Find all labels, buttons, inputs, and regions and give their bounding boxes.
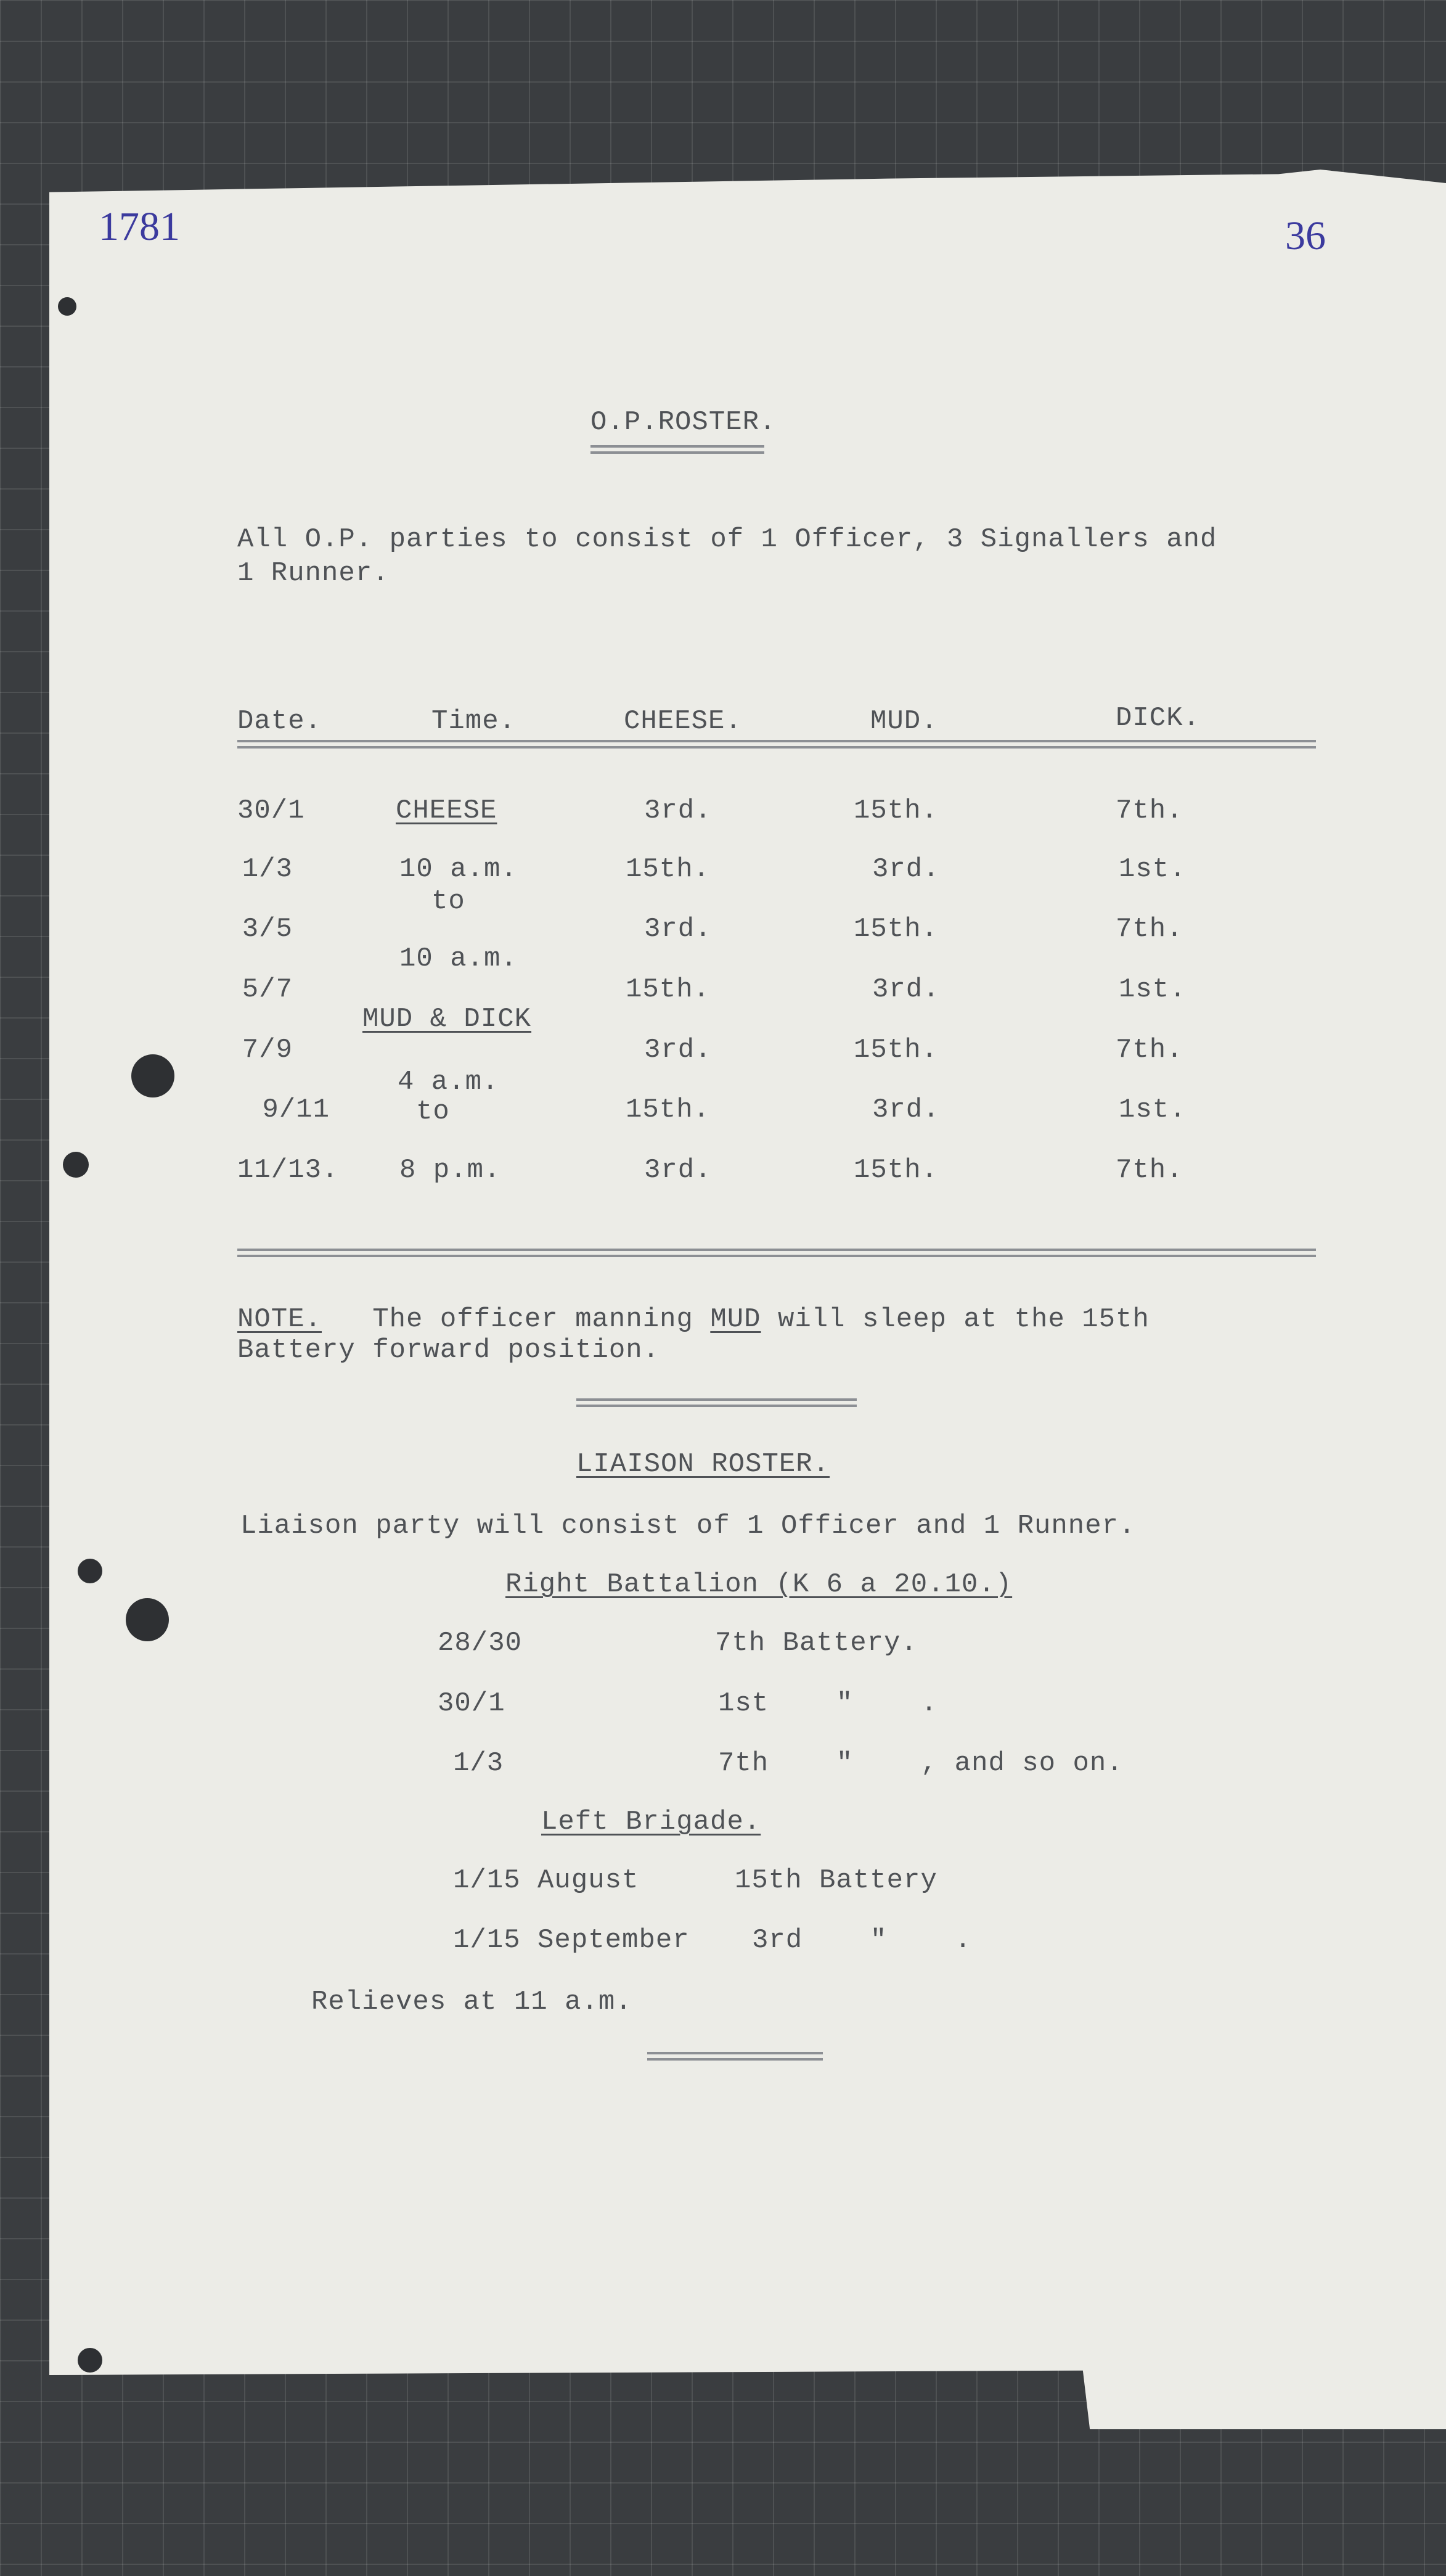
header-double-rule [237,740,1316,749]
header-dick: DICK. [1116,703,1201,734]
lb-date: 1/15 September [453,1925,690,1956]
cell-mud: 3rd. [872,974,940,1005]
note-text-a: The officer manning [372,1304,693,1335]
row-date: 30/1 [237,795,305,826]
lb-unit: 3rd " . [752,1925,972,1956]
time-cheese-until: 10 a.m. [399,943,518,974]
cell-dick: 7th. [1116,795,1183,826]
cell-cheese: 3rd. [644,914,712,945]
closing-divider [647,2052,823,2061]
liaison-title: LIAISON ROSTER. [576,1449,830,1480]
punch-hole [131,1054,174,1097]
lb-unit: 15th Battery [735,1865,937,1896]
cell-dick: 7th. [1116,1035,1183,1065]
section-divider [576,1398,857,1407]
left-brigade-heading: Left Brigade. [541,1807,761,1837]
time-cheese-label: CHEESE [396,795,497,826]
folio-number-right: 36 [1285,213,1326,258]
cell-dick: 1st. [1119,1094,1187,1125]
row-date: 9/11 [262,1094,330,1125]
rb-unit: 1st " . [718,1688,938,1719]
row-date: 5/7 [242,974,293,1005]
cell-mud: 15th. [854,1035,939,1065]
rb-unit: 7th " , and so on. [718,1748,1124,1779]
row-date: 1/3 [242,854,293,885]
cell-cheese: 15th. [626,974,711,1005]
op-intro-line-2: 1 Runner. [237,558,390,589]
header-mud: MUD. [870,706,938,737]
note-mud: MUD [710,1304,761,1335]
cell-dick: 1st. [1119,854,1187,885]
time-md-to: to [416,1096,450,1127]
note-line-2: Battery forward position. [237,1335,660,1366]
punch-hole [78,2348,102,2373]
relieves-line: Relieves at 11 a.m. [311,1987,632,2017]
header-time: Time. [431,706,517,737]
liaison-intro: Liaison party will consist of 1 Officer and 1 Runner. [240,1511,1136,1541]
rb-unit: 7th Battery. [715,1628,918,1659]
cell-cheese: 3rd. [644,1155,712,1186]
cell-mud: 3rd. [872,854,940,885]
time-cheese-to: to [431,886,465,917]
punch-hole [63,1152,89,1178]
header-cheese: CHEESE. [624,706,742,737]
cell-cheese: 15th. [626,854,711,885]
row-date: 3/5 [242,914,293,945]
folio-number-left: 1781 [99,204,180,249]
cell-dick: 7th. [1116,914,1183,945]
rb-date: 1/3 [453,1748,504,1779]
table-bottom-double-rule [237,1249,1316,1257]
note-text-b: will sleep at the 15th [777,1304,1150,1335]
cell-cheese: 3rd. [644,795,712,826]
cell-cheese: 15th. [626,1094,711,1125]
row-date: 11/13. [237,1155,339,1186]
rb-date: 28/30 [438,1628,523,1659]
punch-hole [58,297,76,316]
op-intro-line-1: All O.P. parties to consist of 1 Officer, 3 Signallers and [237,524,1217,555]
cell-dick: 1st. [1119,974,1187,1005]
lb-date: 1/15 August [453,1865,639,1896]
cell-mud: 3rd. [872,1094,940,1125]
time-md-until: 8 p.m. [399,1155,501,1186]
note-line-1 [237,1304,1150,1335]
time-mud-dick-label: MUD & DICK [362,1004,532,1035]
note-label: NOTE. [237,1304,322,1335]
header-date: Date. [237,706,322,737]
rb-date: 30/1 [438,1688,505,1719]
time-md-from: 4 a.m. [398,1067,499,1097]
time-cheese-from: 10 a.m. [399,854,518,885]
right-battalion-heading: Right Battalion (K 6 a 20.10.) [505,1569,1013,1600]
cell-mud: 15th. [854,914,939,945]
cell-mud: 15th. [854,795,939,826]
punch-hole [126,1598,169,1641]
cell-mud: 15th. [854,1155,939,1186]
op-roster-title: O.P.ROSTER. [590,407,777,438]
row-date: 7/9 [242,1035,293,1065]
cell-cheese: 3rd. [644,1035,712,1065]
document-page [49,170,1446,2429]
punch-hole [78,1559,102,1583]
cell-dick: 7th. [1116,1155,1183,1186]
title-double-underline [590,445,764,454]
